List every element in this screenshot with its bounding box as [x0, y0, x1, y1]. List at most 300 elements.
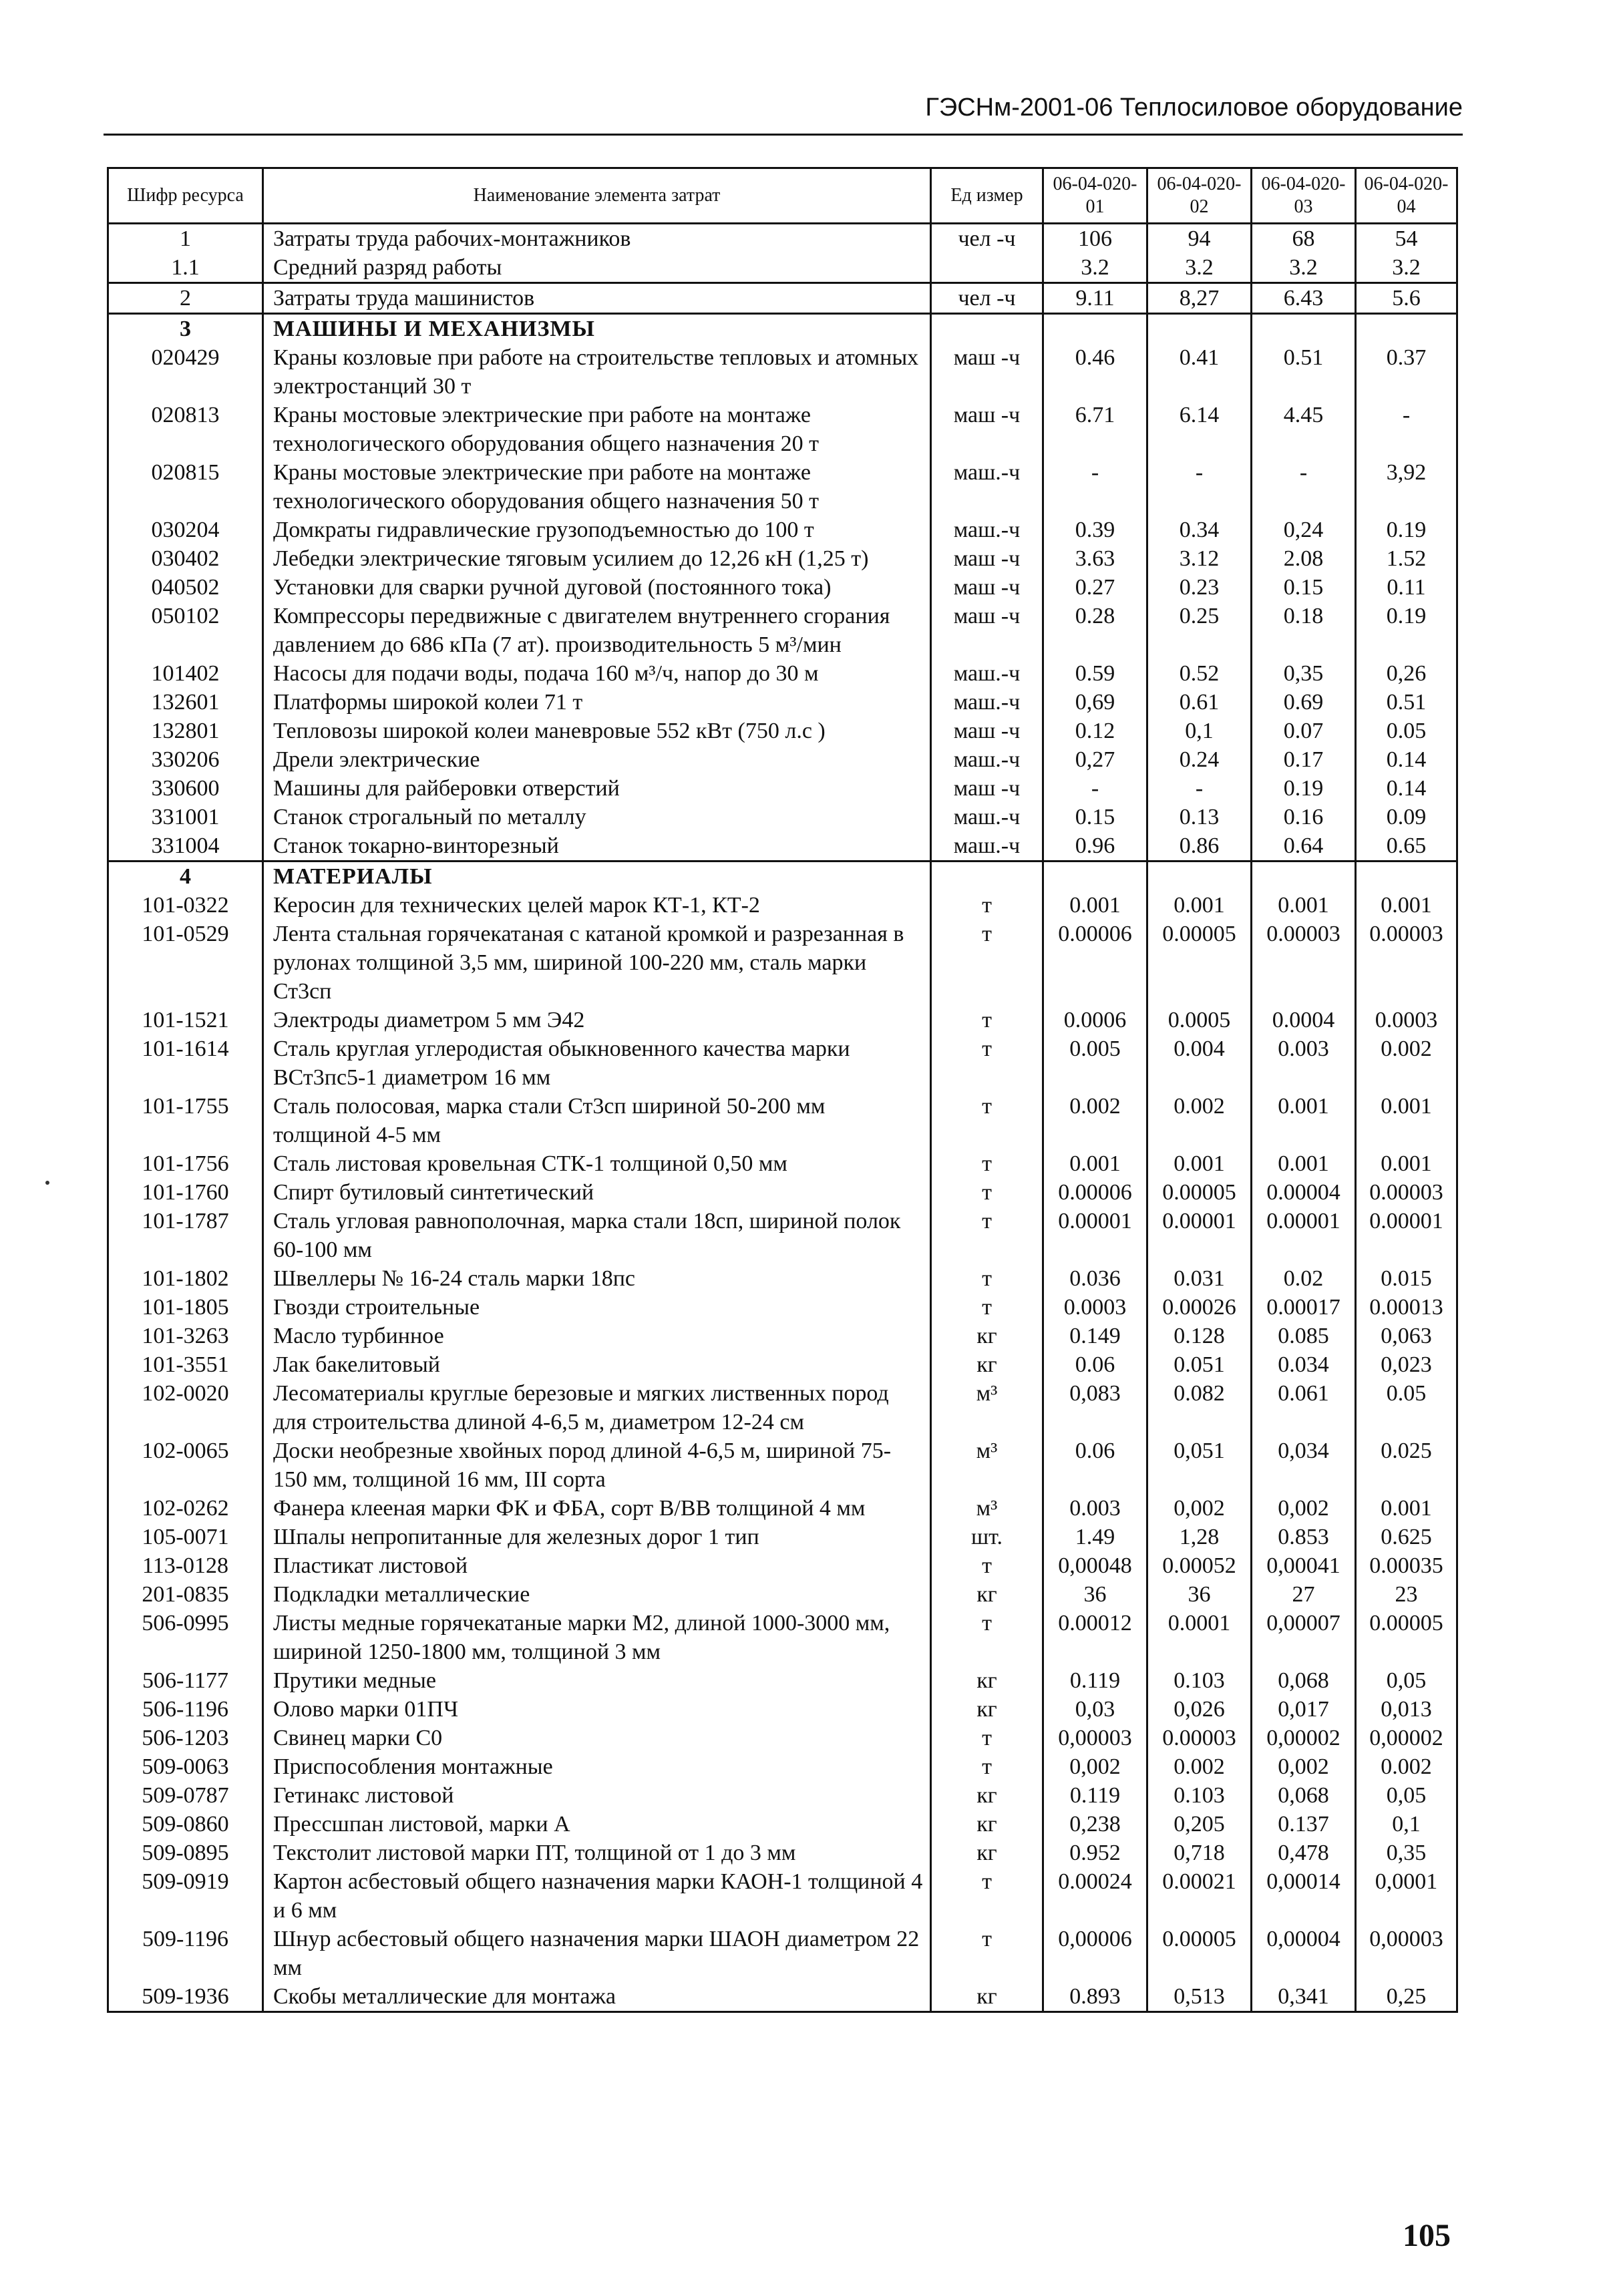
- norm-value-cell: 0,026: [1147, 1695, 1252, 1724]
- norm-value-cell: 0.00003: [1252, 920, 1356, 1006]
- norm-value-cell: 0.005: [1043, 1034, 1147, 1092]
- table-row: [108, 1752, 1457, 1781]
- header-rule: [104, 134, 1463, 136]
- norm-value-cell: 0.00006: [1043, 1178, 1147, 1207]
- resource-code-cell: 030204: [108, 516, 263, 544]
- table-row: [108, 544, 1457, 573]
- norm-value-cell: [1043, 314, 1147, 344]
- resource-name-cell: Тепловозы широкой колеи маневровые 552 кВт (750 л.с ): [263, 717, 931, 745]
- resource-code-cell: 101-3263: [108, 1322, 263, 1350]
- norm-value-cell: 0.0001: [1147, 1609, 1252, 1666]
- margin-speck: [45, 1181, 49, 1185]
- resource-code-cell: 030402: [108, 544, 263, 573]
- norm-value-cell: 94: [1147, 224, 1252, 254]
- resource-name-cell: Машины для райберовки отверстий: [263, 774, 931, 803]
- norm-value-cell: 0.15: [1043, 803, 1147, 831]
- norm-value-cell: 0.001: [1147, 891, 1252, 920]
- norm-value-cell: 0.23: [1147, 573, 1252, 602]
- norm-value-cell: 3.2: [1356, 253, 1457, 283]
- unit-cell: кг: [931, 1839, 1043, 1867]
- unit-cell: т: [931, 1207, 1043, 1264]
- norm-value-cell: 0,00003: [1356, 1925, 1457, 1982]
- resource-code-cell: 101-1805: [108, 1293, 263, 1322]
- norm-value-cell: 0.17: [1252, 745, 1356, 774]
- resource-code-cell: 101-3551: [108, 1350, 263, 1379]
- norm-value-cell: 0.001: [1356, 1092, 1457, 1149]
- table-row: [108, 1322, 1457, 1350]
- norm-value-cell: 0.52: [1147, 659, 1252, 688]
- unit-cell: маш.-ч: [931, 745, 1043, 774]
- norm-value-cell: 1.49: [1043, 1523, 1147, 1551]
- table-row: [108, 745, 1457, 774]
- resource-name-cell: Гвозди строительные: [263, 1293, 931, 1322]
- norm-value-cell: 3.2: [1043, 253, 1147, 283]
- page-header-title: ГЭСНм-2001-06 Теплосиловое оборудование: [925, 93, 1463, 122]
- resource-name-cell: Масло турбинное: [263, 1322, 931, 1350]
- norm-value-cell: 0.65: [1356, 831, 1457, 862]
- unit-cell: маш -ч: [931, 343, 1043, 401]
- norm-value-cell: 0.625: [1356, 1523, 1457, 1551]
- norm-value-cell: 0.86: [1147, 831, 1252, 862]
- table-row: [108, 1293, 1457, 1322]
- norm-value-cell: 0,478: [1252, 1839, 1356, 1867]
- resource-name-cell: Олово марки 01ПЧ: [263, 1695, 931, 1724]
- norm-value-cell: 0.34: [1147, 516, 1252, 544]
- norm-value-cell: 0,24: [1252, 516, 1356, 544]
- norm-value-cell: 0,00002: [1252, 1724, 1356, 1752]
- norm-value-cell: 0.61: [1147, 688, 1252, 717]
- norm-value-cell: 0.18: [1252, 602, 1356, 659]
- table-row: [108, 1781, 1457, 1810]
- norm-value-cell: 9.11: [1043, 283, 1147, 314]
- resource-name-cell: Подкладки металлические: [263, 1580, 931, 1609]
- table-row: [108, 1494, 1457, 1523]
- resource-name-cell: Краны мостовые электрические при работе на монтаже технологического оборудования общего назначения 50 т: [263, 458, 931, 516]
- norm-value-cell: 0.00021: [1147, 1867, 1252, 1925]
- resource-name-cell: Шпалы непропитанные для железных дорог 1 тип: [263, 1523, 931, 1551]
- norm-value-cell: 0.0005: [1147, 1006, 1252, 1034]
- norm-value-cell: 0.003: [1043, 1494, 1147, 1523]
- resource-name-cell: Платформы широкой колеи 71 т: [263, 688, 931, 717]
- resource-name-cell: Спирт бутиловый синтетический: [263, 1178, 931, 1207]
- resource-name-cell: Фанера клееная марки ФК и ФБА, сорт В/ВВ толщиной 4 мм: [263, 1494, 931, 1523]
- resource-code-cell: 509-0063: [108, 1752, 263, 1781]
- table-row: [108, 1551, 1457, 1580]
- table-row: [108, 1609, 1457, 1666]
- unit-cell: т: [931, 1034, 1043, 1092]
- norm-value-cell: 0,002: [1043, 1752, 1147, 1781]
- norm-value-cell: 0,034: [1252, 1437, 1356, 1494]
- norm-value-cell: 0.853: [1252, 1523, 1356, 1551]
- unit-cell: т: [931, 1293, 1043, 1322]
- resource-code-cell: 101-1614: [108, 1034, 263, 1092]
- table-row: [108, 1925, 1457, 1982]
- norm-value-cell: 0.12: [1043, 717, 1147, 745]
- norm-value-cell: 0.002: [1147, 1752, 1252, 1781]
- norm-value-cell: 0.00003: [1356, 920, 1457, 1006]
- table-row: [108, 1437, 1457, 1494]
- norm-value-cell: 0.00001: [1356, 1207, 1457, 1264]
- resource-name-cell: Шнур асбестовый общего назначения марки ШАОН диаметром 22 мм: [263, 1925, 931, 1982]
- norm-value-cell: 0,00006: [1043, 1925, 1147, 1982]
- table-row: [108, 1523, 1457, 1551]
- norm-value-cell: 0.00005: [1147, 1178, 1252, 1207]
- norm-value-cell: 5.6: [1356, 283, 1457, 314]
- resource-name-cell: Картон асбестовый общего назначения марки КАОН-1 толщиной 4 и 6 мм: [263, 1867, 931, 1925]
- unit-cell: маш.-ч: [931, 458, 1043, 516]
- table-header: [108, 168, 1457, 224]
- norm-value-cell: 0.19: [1356, 602, 1457, 659]
- norm-value-cell: 0,00004: [1252, 1925, 1356, 1982]
- section-row: [108, 862, 1457, 892]
- table-row: [108, 602, 1457, 659]
- resource-code-cell: 3: [108, 314, 263, 344]
- resource-code-cell: 1: [108, 224, 263, 254]
- unit-cell: маш -ч: [931, 544, 1043, 573]
- resource-name-cell: Средний разряд работы: [263, 253, 931, 283]
- resource-name-cell: Сталь полосовая, марка стали Ст3сп шириной 50-200 мм толщиной 4-5 мм: [263, 1092, 931, 1149]
- resource-code-cell: 509-0860: [108, 1810, 263, 1839]
- norm-value-cell: 0.001: [1043, 891, 1147, 920]
- norm-value-cell: 0,03: [1043, 1695, 1147, 1724]
- unit-cell: чел -ч: [931, 283, 1043, 314]
- norm-value-cell: 0.69: [1252, 688, 1356, 717]
- norm-value-cell: 0.082: [1147, 1379, 1252, 1437]
- resource-name-cell: Керосин для технических целей марок КТ-1, КТ-2: [263, 891, 931, 920]
- unit-cell: маш.-ч: [931, 688, 1043, 717]
- norm-value-cell: 0,051: [1147, 1437, 1252, 1494]
- resource-code-cell: 506-1196: [108, 1695, 263, 1724]
- norm-value-cell: 0.09: [1356, 803, 1457, 831]
- norm-value-cell: 36: [1043, 1580, 1147, 1609]
- norm-value-cell: 0,002: [1147, 1494, 1252, 1523]
- norm-value-cell: 0,513: [1147, 1982, 1252, 2012]
- norm-value-cell: 27: [1252, 1580, 1356, 1609]
- norm-value-cell: 23: [1356, 1580, 1457, 1609]
- norm-value-cell: -: [1147, 774, 1252, 803]
- resource-name-cell: Сталь угловая равнополочная, марка стали 18сп, шириной полок 60-100 мм: [263, 1207, 931, 1264]
- resource-code-cell: 509-0895: [108, 1839, 263, 1867]
- resource-code-cell: 509-1936: [108, 1982, 263, 2012]
- unit-cell: кг: [931, 1666, 1043, 1695]
- unit-cell: маш.-ч: [931, 516, 1043, 544]
- norm-value-cell: 0,00041: [1252, 1551, 1356, 1580]
- norm-value-cell: 0.002: [1043, 1092, 1147, 1149]
- norm-value-cell: 1,28: [1147, 1523, 1252, 1551]
- norm-value-cell: 0.036: [1043, 1264, 1147, 1293]
- resource-name-cell: Домкраты гидравлические грузоподъемностью до 100 т: [263, 516, 931, 544]
- norm-value-cell: 106: [1043, 224, 1147, 254]
- unit-cell: м³: [931, 1379, 1043, 1437]
- norm-value-cell: 4.45: [1252, 401, 1356, 458]
- norm-value-cell: 0,00007: [1252, 1609, 1356, 1666]
- unit-cell: т: [931, 1867, 1043, 1925]
- resource-code-cell: 101-0322: [108, 891, 263, 920]
- resource-name-cell: Краны мостовые электрические при работе на монтаже технологического оборудования общего назначения 20 т: [263, 401, 931, 458]
- norm-value-cell: 0.27: [1043, 573, 1147, 602]
- norm-value-cell: 0.002: [1356, 1752, 1457, 1781]
- norm-value-cell: 3.12: [1147, 544, 1252, 573]
- norm-value-cell: 0.96: [1043, 831, 1147, 862]
- table-row: [108, 1724, 1457, 1752]
- norm-value-cell: 0.001: [1356, 1149, 1457, 1178]
- norm-value-cell: 0,718: [1147, 1839, 1252, 1867]
- table-row: [108, 1207, 1457, 1264]
- table-row: [108, 224, 1457, 254]
- norm-value-cell: [1147, 314, 1252, 344]
- resource-code-cell: 101-1760: [108, 1178, 263, 1207]
- norm-value-cell: 0.59: [1043, 659, 1147, 688]
- resource-code-cell: 101-1802: [108, 1264, 263, 1293]
- resource-code-cell: 506-0995: [108, 1609, 263, 1666]
- resource-code-cell: 201-0835: [108, 1580, 263, 1609]
- norm-value-cell: 0,35: [1356, 1839, 1457, 1867]
- norm-value-cell: 0.51: [1356, 688, 1457, 717]
- table-row: [108, 1092, 1457, 1149]
- unit-cell: т: [931, 920, 1043, 1006]
- table-row: [108, 516, 1457, 544]
- table-row: [108, 343, 1457, 401]
- norm-value-cell: 0,00003: [1043, 1724, 1147, 1752]
- norm-value-cell: 0.119: [1043, 1666, 1147, 1695]
- norm-value-cell: 0.00026: [1147, 1293, 1252, 1322]
- resource-code-cell: 2: [108, 283, 263, 314]
- resource-code-cell: 509-0787: [108, 1781, 263, 1810]
- unit-cell: м³: [931, 1437, 1043, 1494]
- resource-code-cell: 4: [108, 862, 263, 892]
- norm-value-cell: 0,063: [1356, 1322, 1457, 1350]
- unit-cell: т: [931, 1092, 1043, 1149]
- norm-value-cell: 2.08: [1252, 544, 1356, 573]
- table-row: [108, 1695, 1457, 1724]
- norm-value-cell: 0,69: [1043, 688, 1147, 717]
- norm-value-cell: 3.63: [1043, 544, 1147, 573]
- norm-value-cell: 0.0003: [1043, 1293, 1147, 1322]
- unit-cell: маш.-ч: [931, 831, 1043, 862]
- norm-value-cell: 0.119: [1043, 1781, 1147, 1810]
- table-row: [108, 774, 1457, 803]
- norm-value-cell: 0.37: [1356, 343, 1457, 401]
- norm-value-cell: 1.52: [1356, 544, 1457, 573]
- table-row: [108, 803, 1457, 831]
- resource-code-cell: 020815: [108, 458, 263, 516]
- norm-value-cell: 0,0001: [1356, 1867, 1457, 1925]
- norm-value-cell: 0.06: [1043, 1437, 1147, 1494]
- resource-name-cell: Станок токарно-винторезный: [263, 831, 931, 862]
- resource-name-cell: МАТЕРИАЛЫ: [263, 862, 931, 892]
- norm-value-cell: 0,26: [1356, 659, 1457, 688]
- norm-value-cell: 0.14: [1356, 774, 1457, 803]
- norm-value-cell: -: [1252, 458, 1356, 516]
- col-header-norm-03: 06-04-020-03: [1252, 168, 1356, 224]
- norm-value-cell: 0,00048: [1043, 1551, 1147, 1580]
- norm-value-cell: 0.001: [1356, 1494, 1457, 1523]
- norm-value-cell: 0,00014: [1252, 1867, 1356, 1925]
- unit-cell: кг: [931, 1781, 1043, 1810]
- norm-value-cell: 0.06: [1043, 1350, 1147, 1379]
- resource-code-cell: 050102: [108, 602, 263, 659]
- norm-value-cell: 0.051: [1147, 1350, 1252, 1379]
- norm-value-cell: 0,27: [1043, 745, 1147, 774]
- resource-name-cell: Скобы металлические для монтажа: [263, 1982, 931, 2012]
- norm-value-cell: 0,05: [1356, 1781, 1457, 1810]
- table-row: [108, 458, 1457, 516]
- section-row: [108, 314, 1457, 344]
- unit-cell: кг: [931, 1695, 1043, 1724]
- unit-cell: [931, 862, 1043, 892]
- resource-name-cell: Установки для сварки ручной дуговой (постоянного тока): [263, 573, 931, 602]
- norm-value-cell: 0.02: [1252, 1264, 1356, 1293]
- resource-code-cell: 113-0128: [108, 1551, 263, 1580]
- norm-value-cell: 0.07: [1252, 717, 1356, 745]
- norm-value-cell: 0.00024: [1043, 1867, 1147, 1925]
- norm-value-cell: 0.952: [1043, 1839, 1147, 1867]
- resource-name-cell: Пластикат листовой: [263, 1551, 931, 1580]
- norm-value-cell: 0.015: [1356, 1264, 1457, 1293]
- norm-value-cell: 0.00003: [1147, 1724, 1252, 1752]
- norm-value-cell: 0.51: [1252, 343, 1356, 401]
- norm-value-cell: 8,27: [1147, 283, 1252, 314]
- resource-code-cell: 132801: [108, 717, 263, 745]
- norm-value-cell: 0.64: [1252, 831, 1356, 862]
- unit-cell: чел -ч: [931, 224, 1043, 254]
- norm-value-cell: 0.0003: [1356, 1006, 1457, 1034]
- norm-value-cell: 0.085: [1252, 1322, 1356, 1350]
- norm-value-cell: 0,013: [1356, 1695, 1457, 1724]
- norm-value-cell: 0.39: [1043, 516, 1147, 544]
- norm-value-cell: 0,017: [1252, 1695, 1356, 1724]
- page-number: 105: [1403, 2218, 1451, 2253]
- norm-value-cell: 3.2: [1147, 253, 1252, 283]
- norm-value-cell: 0,00002: [1356, 1724, 1457, 1752]
- norm-value-cell: 0.19: [1356, 516, 1457, 544]
- norm-value-cell: 0.15: [1252, 573, 1356, 602]
- resource-name-cell: Сталь круглая углеродистая обыкновенного качества марки ВСт3пс5-1 диаметром 16 мм: [263, 1034, 931, 1092]
- table-row: [108, 1149, 1457, 1178]
- unit-cell: кг: [931, 1350, 1043, 1379]
- resource-name-cell: Дрели электрические: [263, 745, 931, 774]
- norm-value-cell: 0.003: [1252, 1034, 1356, 1092]
- resource-name-cell: Швеллеры № 16-24 сталь марки 18пс: [263, 1264, 931, 1293]
- norm-value-cell: 0.25: [1147, 602, 1252, 659]
- resource-code-cell: 101402: [108, 659, 263, 688]
- norm-value-cell: 0.00052: [1147, 1551, 1252, 1580]
- norm-value-cell: 0.061: [1252, 1379, 1356, 1437]
- resource-name-cell: Лебедки электрические тяговым усилием до 12,26 кН (1,25 т): [263, 544, 931, 573]
- table-row: [108, 891, 1457, 920]
- norm-value-cell: 3,92: [1356, 458, 1457, 516]
- resource-code-cell: 101-1787: [108, 1207, 263, 1264]
- norm-value-cell: 0.001: [1043, 1149, 1147, 1178]
- resource-code-cell: 020429: [108, 343, 263, 401]
- resource-name-cell: Лесоматериалы круглые березовые и мягких лиственных пород для строительства длиной 4-6,5 м, диаметром 12-24 см: [263, 1379, 931, 1437]
- table-row: [108, 1839, 1457, 1867]
- table-row: [108, 920, 1457, 1006]
- unit-cell: т: [931, 1925, 1043, 1982]
- norm-value-cell: [1147, 862, 1252, 892]
- norm-value-cell: -: [1356, 401, 1457, 458]
- norm-value-cell: 0,341: [1252, 1982, 1356, 2012]
- resource-code-cell: 105-0071: [108, 1523, 263, 1551]
- norm-value-cell: 0.19: [1252, 774, 1356, 803]
- norm-value-cell: 0.00005: [1147, 1925, 1252, 1982]
- norm-value-cell: 36: [1147, 1580, 1252, 1609]
- norm-value-cell: 0.025: [1356, 1437, 1457, 1494]
- norm-value-cell: 6.43: [1252, 283, 1356, 314]
- col-header-unit: Ед измер: [931, 168, 1043, 224]
- unit-cell: маш -ч: [931, 401, 1043, 458]
- norm-value-cell: 0.00005: [1147, 920, 1252, 1006]
- unit-cell: кг: [931, 1810, 1043, 1839]
- col-header-name: Наименование элемента затрат: [263, 168, 931, 224]
- table-row: [108, 1178, 1457, 1207]
- norm-value-cell: 0.24: [1147, 745, 1252, 774]
- resource-name-cell: Электроды диаметром 5 мм Э42: [263, 1006, 931, 1034]
- unit-cell: маш -ч: [931, 717, 1043, 745]
- norm-value-cell: 0.46: [1043, 343, 1147, 401]
- col-header-code: Шифр ресурса: [108, 168, 263, 224]
- norm-value-cell: 0,023: [1356, 1350, 1457, 1379]
- table-row: [108, 1580, 1457, 1609]
- norm-value-cell: 0.002: [1147, 1092, 1252, 1149]
- table-row: [108, 1810, 1457, 1839]
- norm-value-cell: 0.001: [1147, 1149, 1252, 1178]
- norm-value-cell: 68: [1252, 224, 1356, 254]
- norm-value-cell: 0.001: [1252, 1149, 1356, 1178]
- norm-value-cell: 0,238: [1043, 1810, 1147, 1839]
- col-header-norm-02: 06-04-020-02: [1147, 168, 1252, 224]
- norm-value-cell: 0.0004: [1252, 1006, 1356, 1034]
- norm-value-cell: 0.00012: [1043, 1609, 1147, 1666]
- norm-value-cell: 0.00001: [1043, 1207, 1147, 1264]
- unit-cell: кг: [931, 1322, 1043, 1350]
- norm-value-cell: 0.128: [1147, 1322, 1252, 1350]
- resource-code-cell: 132601: [108, 688, 263, 717]
- norm-value-cell: 0.034: [1252, 1350, 1356, 1379]
- resource-name-cell: Сталь листовая кровельная СТК-1 толщиной 0,50 мм: [263, 1149, 931, 1178]
- resource-name-cell: Затраты труда рабочих-монтажников: [263, 224, 931, 254]
- norm-value-cell: 0.031: [1147, 1264, 1252, 1293]
- norm-value-cell: 0.00013: [1356, 1293, 1457, 1322]
- resource-code-cell: 331004: [108, 831, 263, 862]
- table-row: [108, 659, 1457, 688]
- resource-code-cell: 101-1755: [108, 1092, 263, 1149]
- resource-code-cell: 102-0065: [108, 1437, 263, 1494]
- resource-name-cell: Компрессоры передвижные с двигателем внутреннего сгорания давлением до 686 кПа (7 ат). производительность 5 м³/мин: [263, 602, 931, 659]
- norm-value-cell: 0.893: [1043, 1982, 1147, 2012]
- norm-value-cell: 0,1: [1147, 717, 1252, 745]
- table-row: [108, 283, 1457, 314]
- unit-cell: т: [931, 1752, 1043, 1781]
- norm-value-cell: 0.00001: [1252, 1207, 1356, 1264]
- resource-code-cell: 102-0262: [108, 1494, 263, 1523]
- table-row: [108, 401, 1457, 458]
- resource-name-cell: Гетинакс листовой: [263, 1781, 931, 1810]
- resource-name-cell: Лента стальная горячекатаная с катаной кромкой и разрезанная в рулонах толщиной 3,5 мм, шириной 100-220 мм, сталь марки Ст3сп: [263, 920, 931, 1006]
- table-row: [108, 1006, 1457, 1034]
- norm-value-cell: 0.00001: [1147, 1207, 1252, 1264]
- resource-code-cell: 1.1: [108, 253, 263, 283]
- norm-value-cell: 0,068: [1252, 1781, 1356, 1810]
- unit-cell: т: [931, 1178, 1043, 1207]
- norm-value-cell: [1356, 314, 1457, 344]
- norm-value-cell: 0.05: [1356, 1379, 1457, 1437]
- norm-value-cell: 0.0006: [1043, 1006, 1147, 1034]
- resource-name-cell: Прутики медные: [263, 1666, 931, 1695]
- norm-value-cell: 0.05: [1356, 717, 1457, 745]
- norm-value-cell: 0,002: [1252, 1494, 1356, 1523]
- norm-value-cell: 0.11: [1356, 573, 1457, 602]
